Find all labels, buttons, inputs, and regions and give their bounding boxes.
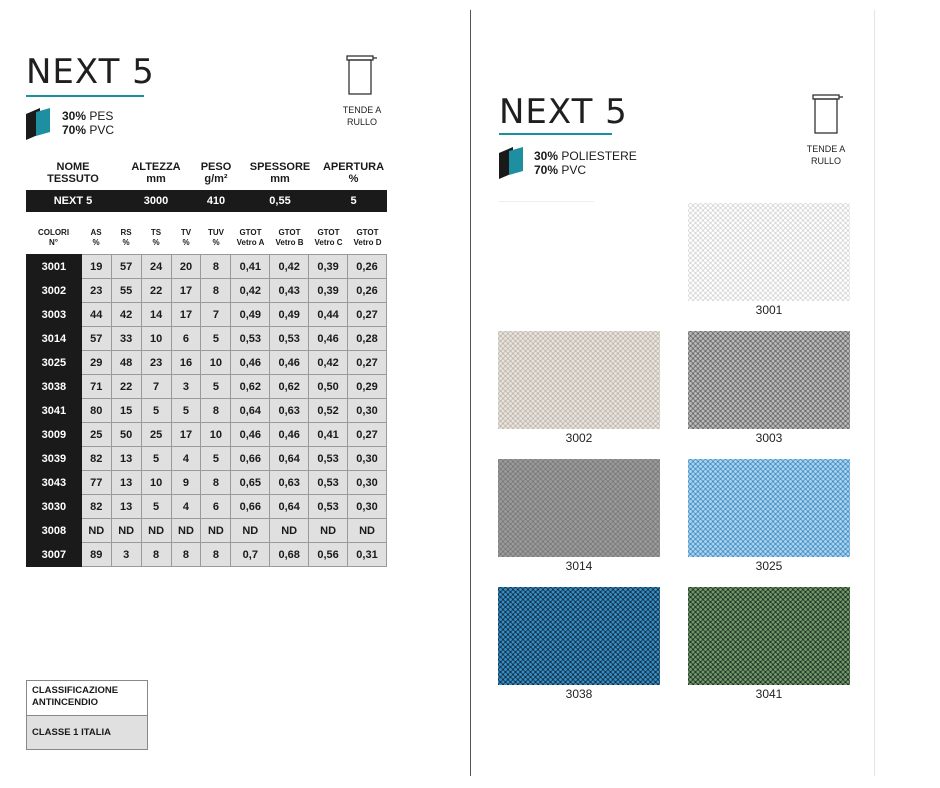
table-cell: 7 — [141, 375, 171, 399]
table-cell: 0,53 — [231, 327, 270, 351]
table-cell: 0,63 — [270, 399, 309, 423]
table-row — [27, 375, 387, 399]
table-cell: 25 — [141, 423, 171, 447]
swatch-code: 3014 — [565, 559, 593, 573]
table-cell: 6 — [201, 495, 231, 519]
fabric-swatch — [688, 331, 850, 429]
table-cell: 5 — [201, 447, 231, 471]
table-cell: 10 — [141, 327, 171, 351]
color-code-cell: 3038 — [27, 375, 82, 399]
table-cell: 8 — [201, 471, 231, 495]
color-code-cell: 3002 — [27, 279, 82, 303]
table-cell: 48 — [111, 351, 141, 375]
fabric-swatch — [498, 331, 660, 429]
table-row — [27, 279, 387, 303]
fabric-swatch — [498, 459, 660, 557]
swatch-3025 — [688, 459, 850, 573]
table-cell: 0,49 — [270, 303, 309, 327]
table-cell: 0,7 — [231, 543, 270, 567]
fabric-header-values: NEXT 5 3000 410 0,55 5 — [26, 190, 387, 212]
table-cell: 0,42 — [309, 351, 348, 375]
table-cell: 5 — [201, 327, 231, 351]
table-cell: 0,30 — [348, 471, 387, 495]
color-code-cell: 3043 — [27, 471, 82, 495]
swatch-3002 — [498, 331, 660, 445]
table-cell: 14 — [141, 303, 171, 327]
fabric-swatch — [498, 587, 660, 685]
fire-classification-title: CLASSIFICAZIONE ANTINCENDIO — [27, 681, 147, 715]
table-cell: 10 — [141, 471, 171, 495]
table-cell: 82 — [81, 447, 111, 471]
right-composition — [534, 149, 637, 177]
table-cell: 0,53 — [309, 447, 348, 471]
table-cell: 0,52 — [309, 399, 348, 423]
table-cell: 0,26 — [348, 279, 387, 303]
table-cell: 0,31 — [348, 543, 387, 567]
table-cell: 0,64 — [270, 447, 309, 471]
fire-classification-value: CLASSE 1 ITALIA — [27, 715, 147, 749]
table-cell: 0,27 — [348, 351, 387, 375]
table-cell: 8 — [201, 399, 231, 423]
table-cell: 0,46 — [270, 423, 309, 447]
swatch-code: 3025 — [755, 559, 783, 573]
roller-blind-icon — [810, 92, 844, 136]
swatch-code: 3002 — [565, 431, 593, 445]
table-cell: 0,42 — [270, 255, 309, 279]
table-cell: 0,30 — [348, 447, 387, 471]
table-cell: 23 — [141, 351, 171, 375]
color-code-cell: 3041 — [27, 399, 82, 423]
fabric-swatch — [688, 459, 850, 557]
table-cell: 23 — [81, 279, 111, 303]
table-cell: 0,41 — [309, 423, 348, 447]
table-cell: 19 — [81, 255, 111, 279]
table-cell: 0,62 — [270, 375, 309, 399]
swatch-3014 — [498, 459, 660, 573]
table-cell: 24 — [141, 255, 171, 279]
table-cell: 16 — [171, 351, 201, 375]
color-code-cell: 3008 — [27, 519, 82, 543]
table-cell: 8 — [141, 543, 171, 567]
table-cell: 57 — [81, 327, 111, 351]
fabric-layers-icon — [499, 147, 525, 179]
table-cell: 0,46 — [309, 327, 348, 351]
table-cell: 0,49 — [231, 303, 270, 327]
table-cell: 8 — [201, 543, 231, 567]
table-cell: 17 — [171, 279, 201, 303]
table-cell: ND — [171, 519, 201, 543]
table-cell: 7 — [201, 303, 231, 327]
right-title-underline — [499, 133, 612, 135]
table-cell: 80 — [81, 399, 111, 423]
table-cell: 0,53 — [309, 495, 348, 519]
table-cell: 0,63 — [270, 471, 309, 495]
table-cell: 5 — [171, 399, 201, 423]
table-cell: 5 — [141, 495, 171, 519]
table-cell: 50 — [111, 423, 141, 447]
swatch-code: 3038 — [565, 687, 593, 701]
fabric-layers-icon — [26, 108, 52, 140]
color-code-cell: 3007 — [27, 543, 82, 567]
table-cell: ND — [81, 519, 111, 543]
table-cell: 17 — [171, 303, 201, 327]
page-divider — [470, 10, 471, 776]
table-cell: 0,56 — [309, 543, 348, 567]
table-cell: 0,28 — [348, 327, 387, 351]
table-cell: 4 — [171, 447, 201, 471]
table-cell: 71 — [81, 375, 111, 399]
fabric-swatch — [688, 587, 850, 685]
table-cell: 0,64 — [270, 495, 309, 519]
table-cell: 13 — [111, 471, 141, 495]
color-code-cell: 3039 — [27, 447, 82, 471]
table-cell: 0,39 — [309, 255, 348, 279]
composition-line: 70% PVC — [62, 123, 115, 137]
composition-line: 70% PVC — [534, 163, 587, 177]
table-cell: 13 — [111, 495, 141, 519]
table-cell: 0,50 — [309, 375, 348, 399]
table-cell: 5 — [141, 447, 171, 471]
composition-line: 30% POLIESTERE — [534, 149, 637, 163]
table-cell: 4 — [171, 495, 201, 519]
table-cell: 0,64 — [231, 399, 270, 423]
table-cell: 0,39 — [309, 279, 348, 303]
table-cell: 13 — [111, 447, 141, 471]
table-cell: 8 — [201, 255, 231, 279]
right-title: NEXT 5 — [499, 92, 628, 132]
swatch-3001 — [688, 203, 850, 317]
table-cell: 82 — [81, 495, 111, 519]
table-row — [27, 351, 387, 375]
table-cell: 6 — [171, 327, 201, 351]
table-row — [27, 423, 387, 447]
left-title-underline — [26, 95, 144, 97]
table-cell: 42 — [111, 303, 141, 327]
table-cell: ND — [231, 519, 270, 543]
table-cell: 25 — [81, 423, 111, 447]
table-cell: 0,26 — [348, 255, 387, 279]
left-title: NEXT 5 — [26, 52, 155, 92]
swatch-3041 — [688, 587, 850, 701]
table-cell: 0,66 — [231, 495, 270, 519]
table-cell: 0,68 — [270, 543, 309, 567]
swatch-3003 — [688, 331, 850, 445]
table-cell: 10 — [201, 423, 231, 447]
color-code-cell: 3025 — [27, 351, 82, 375]
table-cell: 33 — [111, 327, 141, 351]
table-row — [27, 519, 387, 543]
left-composition — [62, 109, 114, 137]
table-cell: 0,30 — [348, 495, 387, 519]
fabric-performance-table — [26, 254, 387, 567]
swatch-code: 3001 — [755, 303, 783, 317]
table-cell: 22 — [111, 375, 141, 399]
fire-classification-box — [26, 680, 148, 750]
fabric-header-labels: NOME TESSUTO ALTEZZA mm PESO g/m² SPESSORE mm APERTURA % — [47, 161, 385, 185]
roller-blind-label: TENDE A RULLO — [342, 105, 382, 127]
table-cell: 8 — [201, 279, 231, 303]
table-row — [27, 303, 387, 327]
table-cell: 0,41 — [231, 255, 270, 279]
table-cell: 0,42 — [231, 279, 270, 303]
composition-line: 30% PES — [62, 109, 114, 123]
table-cell: ND — [309, 519, 348, 543]
table-cell: ND — [201, 519, 231, 543]
roller-blind-label: TENDE A RULLO — [806, 144, 846, 166]
table-row — [27, 255, 387, 279]
table-cell: 3 — [171, 375, 201, 399]
table-cell: 0,65 — [231, 471, 270, 495]
table-cell: 44 — [81, 303, 111, 327]
swatch-code: 3003 — [755, 431, 783, 445]
roller-blind-icon — [344, 53, 378, 97]
swatch-3038 — [498, 587, 660, 701]
table-cell: 8 — [171, 543, 201, 567]
table-cell: 22 — [141, 279, 171, 303]
swatch-code: 3041 — [755, 687, 783, 701]
table-cell: 0,53 — [270, 327, 309, 351]
table-cell: 57 — [111, 255, 141, 279]
table-cell: 0,29 — [348, 375, 387, 399]
color-code-cell: 3009 — [27, 423, 82, 447]
table-row — [27, 495, 387, 519]
table-cell: 0,66 — [231, 447, 270, 471]
table-cell: 0,46 — [270, 351, 309, 375]
table-cell: 89 — [81, 543, 111, 567]
table-row — [27, 327, 387, 351]
table-row — [27, 447, 387, 471]
page-edge — [874, 10, 875, 776]
table-cell: 3 — [111, 543, 141, 567]
table-cell: 29 — [81, 351, 111, 375]
table-cell: 0,27 — [348, 423, 387, 447]
table-cell: 15 — [111, 399, 141, 423]
table-row — [27, 471, 387, 495]
table-cell: 17 — [171, 423, 201, 447]
table-cell: ND — [111, 519, 141, 543]
color-code-cell: 3014 — [27, 327, 82, 351]
table-cell: 55 — [111, 279, 141, 303]
table-cell: 0,27 — [348, 303, 387, 327]
table-cell: 20 — [171, 255, 201, 279]
fabric-swatch — [688, 203, 850, 301]
table-cell: 0,43 — [270, 279, 309, 303]
table-cell: 0,62 — [231, 375, 270, 399]
table-cell: 5 — [201, 375, 231, 399]
faint-rule — [499, 201, 594, 202]
table-cell: 9 — [171, 471, 201, 495]
color-code-cell: 3030 — [27, 495, 82, 519]
color-code-cell: 3001 — [27, 255, 82, 279]
table-cell: 0,46 — [231, 351, 270, 375]
table-row — [27, 543, 387, 567]
color-code-cell: 3003 — [27, 303, 82, 327]
table-cell: 0,53 — [309, 471, 348, 495]
table-row — [27, 399, 387, 423]
table-cell: ND — [270, 519, 309, 543]
data-column-headers: COLORI N° AS % RS % TS % TV % TUV % GTOT Vetro A GTOT Vetro B GTOT Vetro C GTOT Vetro D — [37, 228, 382, 247]
table-cell: ND — [141, 519, 171, 543]
table-cell: 0,44 — [309, 303, 348, 327]
table-cell: 0,46 — [231, 423, 270, 447]
table-cell: ND — [348, 519, 387, 543]
table-cell: 5 — [141, 399, 171, 423]
table-cell: 10 — [201, 351, 231, 375]
table-cell: 0,30 — [348, 399, 387, 423]
table-cell: 77 — [81, 471, 111, 495]
